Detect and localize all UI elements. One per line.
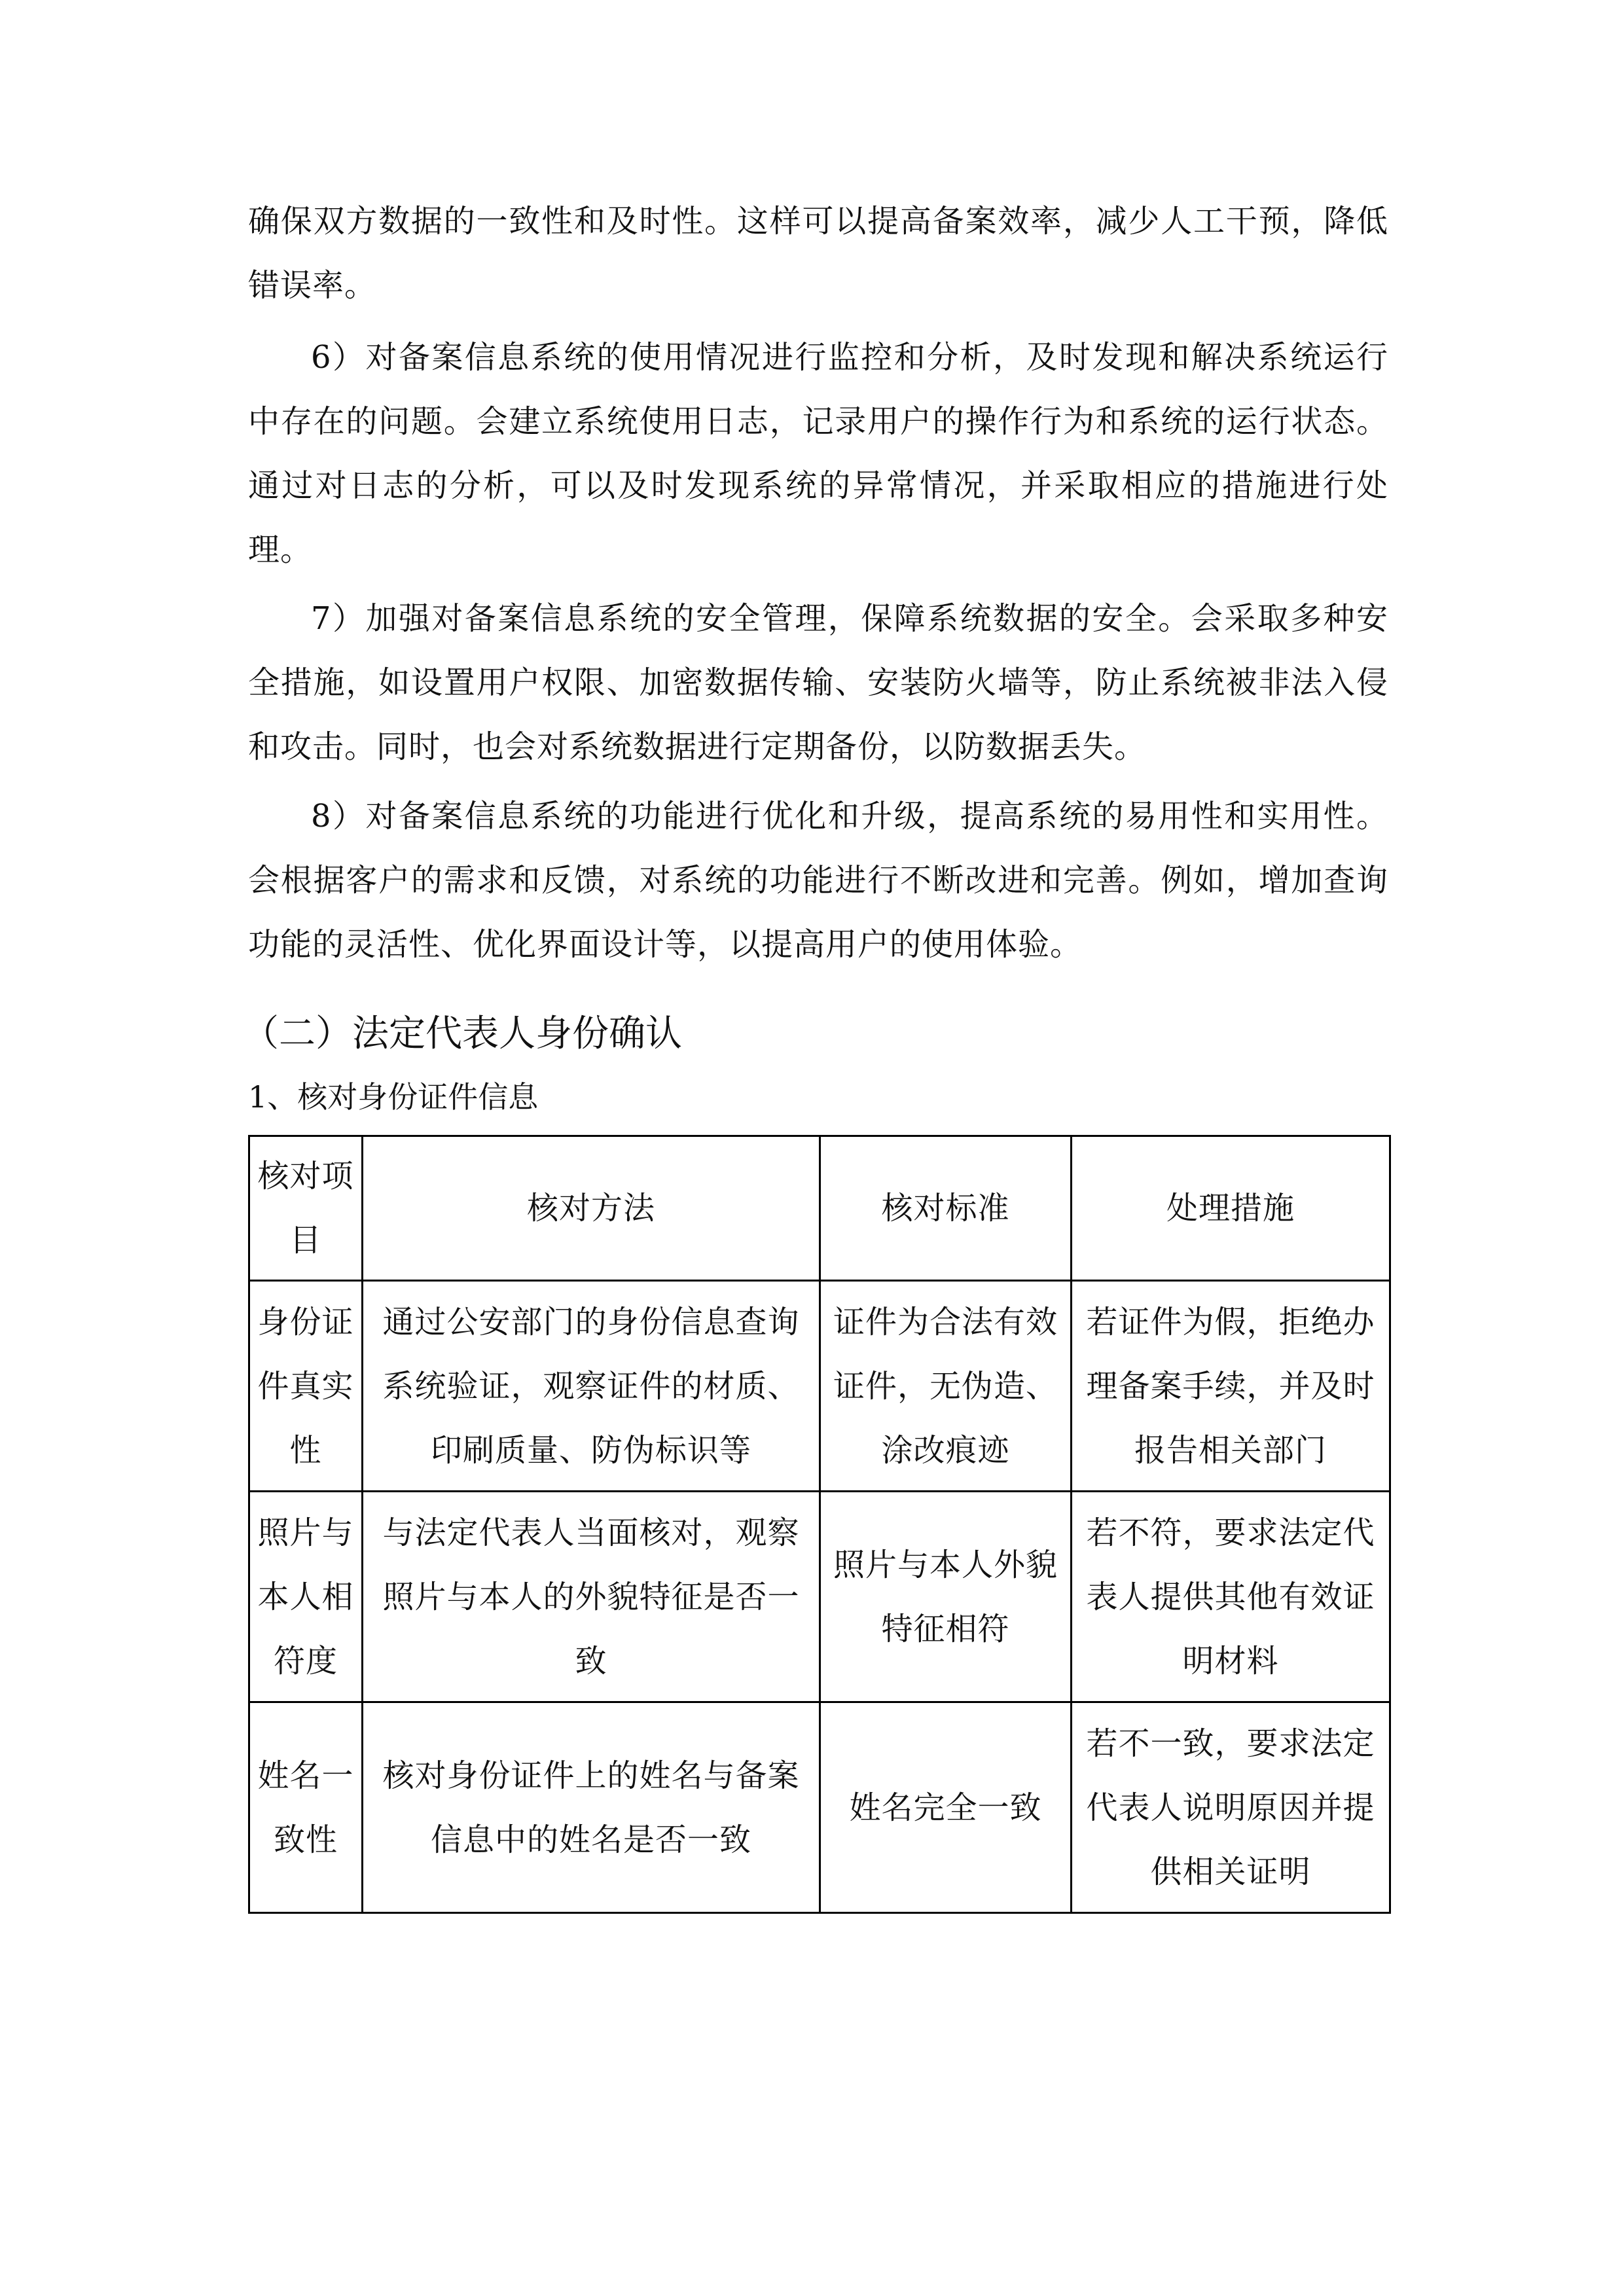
table-cell: 证件为合法有效证件，无伪造、涂改痕迹 bbox=[820, 1281, 1072, 1492]
table-cell: 姓名一致性 bbox=[249, 1702, 363, 1913]
table-row bbox=[249, 1492, 1390, 1702]
table-cell: 照片与本人相符度 bbox=[249, 1492, 363, 1702]
table-row bbox=[249, 1281, 1390, 1492]
table-cell: 若证件为假，拒绝办理备案手续，并及时报告相关部门 bbox=[1072, 1281, 1390, 1492]
paragraph-item-8: 8）对备案信息系统的功能进行优化和升级，提高系统的易用性和实用性。会根据客户的需求和反馈，对系统的功能进行不断改进和完善。例如，增加查询功能的灵活性、优化界面设计等，以提高用户的使用体验。 bbox=[248, 798, 1388, 963]
table-row bbox=[249, 1702, 1390, 1913]
id-verification-table bbox=[248, 1135, 1391, 1914]
paragraph-item-6: 6）对备案信息系统的使用情况进行监控和分析，及时发现和解决系统运行中存在的问题。会建立系统使用日志，记录用户的操作行为和系统的运行状态。通过对日志的分析，可以及时发现系统的异常情况，并采取相应的措施进行处理。 bbox=[248, 339, 1388, 568]
header-cell: 核对项目 bbox=[249, 1136, 363, 1281]
table-cell: 通过公安部门的身份信息查询系统验证，观察证件的材质、印刷质量、防伪标识等 bbox=[363, 1281, 820, 1492]
table-cell: 与法定代表人当面核对，观察照片与本人的外貌特征是否一致 bbox=[363, 1492, 820, 1702]
header-cell: 处理措施 bbox=[1072, 1136, 1390, 1281]
header-cell: 核对标准 bbox=[820, 1136, 1072, 1281]
section-heading: （二）法定代表人身份确认 bbox=[242, 1013, 682, 1055]
paragraph-item-7: 7）加强对备案信息系统的安全管理，保障系统数据的安全。会采取多种安全措施，如设置用户权限、加密数据传输、安装防火墙等，防止系统被非法入侵和攻击。同时，也会对系统数据进行定期备份，以防数据丢失。 bbox=[248, 600, 1388, 765]
table-cell: 照片与本人外貌特征相符 bbox=[820, 1492, 1072, 1702]
table-cell: 身份证件真实性 bbox=[249, 1281, 363, 1492]
subheading: 1、核对身份证件信息 bbox=[248, 1079, 539, 1115]
table-header-row bbox=[249, 1136, 1390, 1281]
table-cell: 核对身份证件上的姓名与备案信息中的姓名是否一致 bbox=[363, 1702, 820, 1913]
table-cell: 若不符，要求法定代表人提供其他有效证明材料 bbox=[1072, 1492, 1390, 1702]
table-cell: 姓名完全一致 bbox=[820, 1702, 1072, 1913]
paragraph-continuation: 确保双方数据的一致性和及时性。这样可以提高备案效率，减少人工干预，降低错误率。 bbox=[248, 203, 1388, 304]
header-cell: 核对方法 bbox=[363, 1136, 820, 1281]
table-cell: 若不一致，要求法定代表人说明原因并提供相关证明 bbox=[1072, 1702, 1390, 1913]
